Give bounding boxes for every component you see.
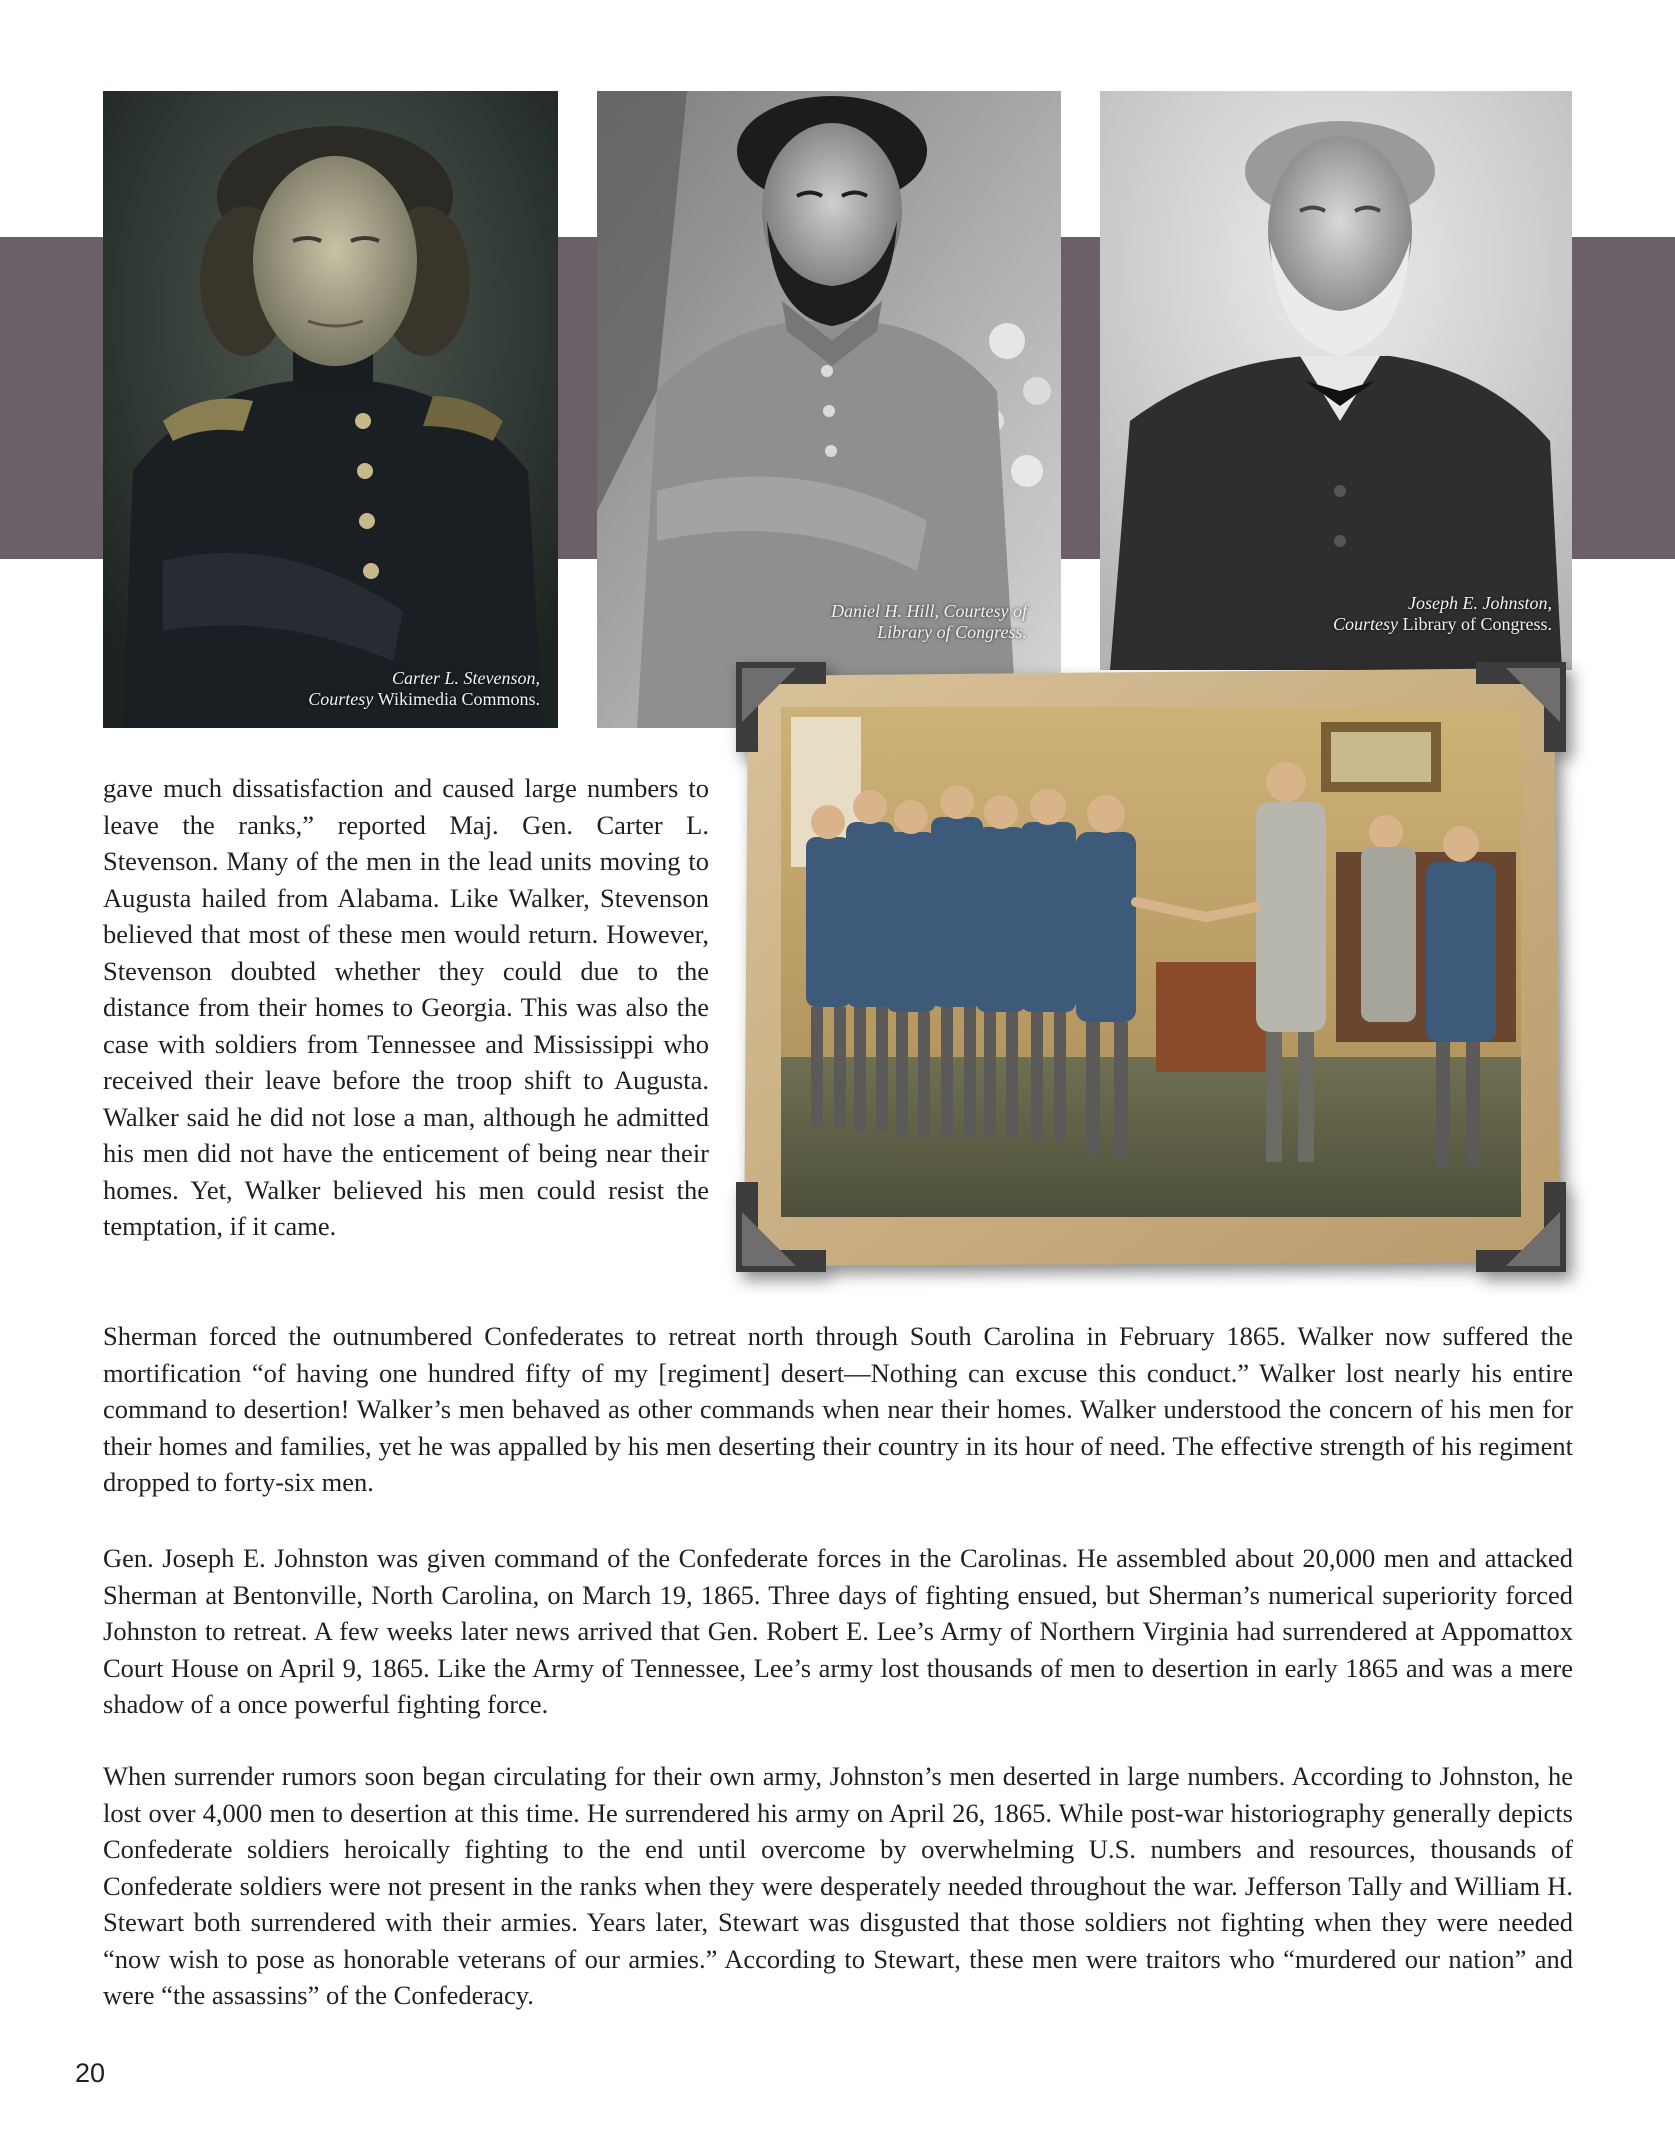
surrender-painting-frame <box>736 662 1566 1272</box>
surrender-painting <box>736 662 1566 1272</box>
photo-joseph-johnston <box>1100 91 1572 670</box>
stevenson-caption <box>308 668 540 710</box>
paragraph-2: Sherman forced the outnumbered Confederates to retreat north through South Carolina in February 1865. Walker now suffered the mortification “of having one hundred fifty of my [regiment] desert—Nothing can excuse this conduct.” Walker lost nearly his entire command to desertion! Walker’s men behaved as other commands when near their homes. Walker understood the concern of his men for their homes and families, yet he was appalled by his men deserting their country in its hour of need. The effective strength of his regiment dropped to forty-six men. <box>103 1321 1573 1497</box>
hill-caption-line2: Library of Congress. <box>877 622 1027 642</box>
photo-carter-stevenson <box>103 91 558 728</box>
stevenson-caption-name: Carter L. Stevenson, <box>392 668 540 688</box>
paragraph-1: gave much dissatisfaction and caused large numbers to leave the ranks,” reported Maj. Gen. Carter L. Stevenson. Many of the men in the lead units moving to Augusta hailed from Alabama. Like Walker, Stevenson believed that most of these men would return. However, Stevenson doubted whether they could due to the distance from their homes to Georgia. This was also the case with soldiers from Tennessee and Mississippi who received their leave before the troop shift to Augusta. Walker said he did not lose a man, although he admitted his men did not have the enticement of being near their homes. Yet, Walker believed his men could resist the temptation, if it came. <box>103 773 709 1241</box>
hill-caption-line1: Daniel H. Hill, Courtesy of <box>831 601 1027 621</box>
johnston-caption <box>1333 593 1552 635</box>
stevenson-caption-credit <box>308 689 540 710</box>
stevenson-caption-source: Wikimedia Commons. <box>377 689 540 709</box>
hill-caption <box>831 601 1027 643</box>
johnston-caption-source: Library of Congress. <box>1402 614 1552 634</box>
johnston-caption-courtesy: Courtesy <box>1333 614 1399 634</box>
photo-daniel-hill <box>597 91 1061 728</box>
paragraph-3: Gen. Joseph E. Johnston was given command of the Confederate forces in the Carolinas. He assembled about 20,000 men and attacked Sherman at Bentonville, North Carolina, on March 19, 1865. Three days of fighting ensued, but Sherman’s numerical superiority forced Johnston to retreat. A few weeks later news arrived that Gen. Robert E. Lee’s Army of Northern Virginia had surrendered at Appomattox Court House on April 9, 1865. Like the Army of Tennessee, Lee’s army lost thousands of men to desertion in early 1865 and was a mere shadow of a once powerful fighting force. <box>103 1543 1573 1719</box>
johnston-caption-credit <box>1333 614 1552 635</box>
stevenson-portrait-image <box>103 91 558 728</box>
johnston-caption-name: Joseph E. Johnston, <box>1408 593 1552 613</box>
johnston-portrait-image <box>1100 91 1572 670</box>
stevenson-caption-courtesy: Courtesy <box>308 689 374 709</box>
paragraph-4: When surrender rumors soon began circulating for their own army, Johnston’s men deserted in large numbers. According to Johnston, he lost over 4,000 men to desertion at this time. He surrendered his army on April 26, 1865. While post-war historiography generally depicts Confederate soldiers heroically fighting to the end until overcome by overwhelming U.S. numbers and resources, thousands of Confederate soldiers were not present in the ranks when they were desperately needed throughout the war. Jefferson Tally and William H. Stewart both surrendered with their armies. Years later, Stewart was disgusted that those soldiers not fighting when they were needed “now wish to pose as honorable veterans of our armies.” According to Stewart, these men were traitors who “murdered our nation” and were “the assassins” of the Confederacy. <box>103 1761 1573 2010</box>
page-number: 20 <box>75 2058 106 2088</box>
